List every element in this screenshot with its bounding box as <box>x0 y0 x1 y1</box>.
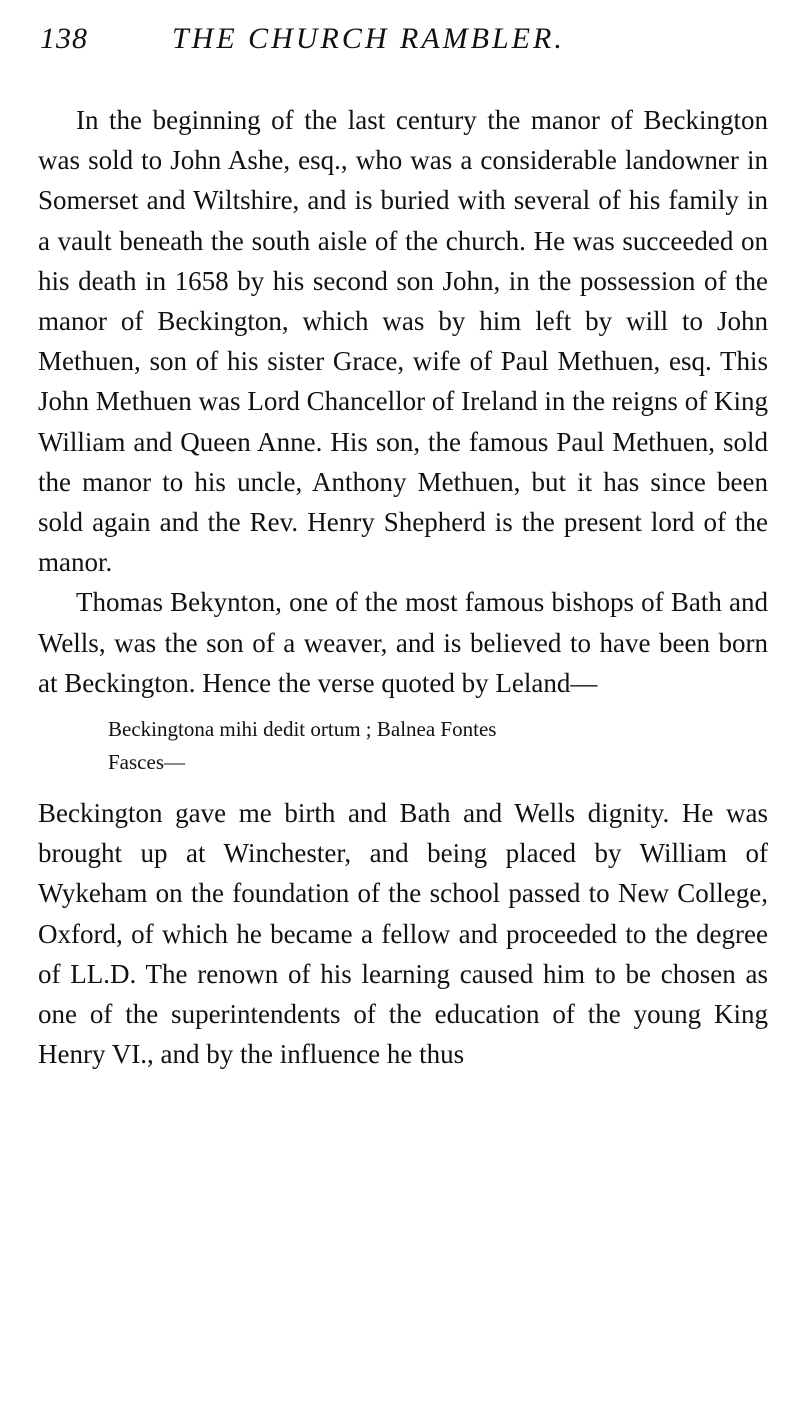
quote-line-2: Fasces— <box>108 750 185 775</box>
running-title: THE CHURCH RAMBLER. <box>172 22 565 55</box>
latin-quote <box>108 713 728 779</box>
paragraph-continuation: Beckington gave me birth and Bath and Wells dignity. He was brought up at Winchester, and being placed by William of Wykeham on the foundation of the school passed to New College, Oxford, of which he became a fellow and proceeded to the degree of LL.D. The renown of his learning caused him to be chosen as one of the superintendents of the education of the young King Henry VI., and by the influence he thus <box>38 798 768 1070</box>
body-text <box>38 100 768 1074</box>
paragraph-manor-history: In the beginning of the last century the manor of Beckington was sold to John Ashe, esq., who was a considerable landowner in Somerset and Wiltshire, and is buried with several of his family in a vault beneath the south aisle of the church. He was succeeded on his death in 1658 by his second son John, in the possession of the manor of Beckington, which was by him left by will to John Methuen, son of his sister Grace, wife of Paul Methuen, esq. This John Methuen was Lord Chancellor of Ireland in the reigns of King William and Queen Anne. His son, the famous Paul Methuen, sold the manor to his uncle, Anthony Methuen, but it has since been sold again and the Rev. Henry Shepherd is the present lord of the manor. <box>38 105 768 578</box>
running-head <box>40 22 760 62</box>
paragraph-bekynton: Thomas Bekynton, one of the most famous bishops of Bath and Wells, was the son of a weaver, and is believed to have been born at Beckington. Hence the verse quoted by Leland— <box>38 587 768 698</box>
quote-line-1: Beckingtona mihi dedit ortum ; Balnea Fontes <box>108 717 497 742</box>
page-number: 138 <box>40 22 88 55</box>
